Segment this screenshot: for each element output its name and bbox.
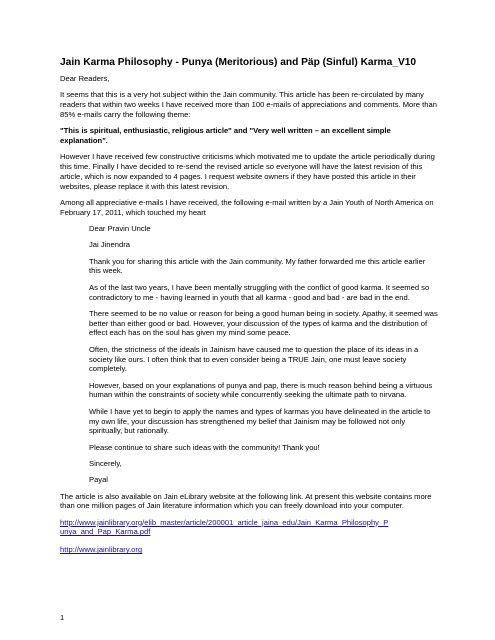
- site-link[interactable]: http://www.jainlibrary.org: [60, 545, 143, 555]
- letter-paragraph-3: There seemed to be no value or reason for being a good human being in society. Apathy, it seemed was better than either good or bad. However, your discussion of the types of karma and the distribution of effect each has on the soul has given my mind some peace.: [89, 308, 438, 338]
- intro-paragraph: It seems that this is a very hot subject within the Jain community. This article has been re-circulated by many readers that within two weeks I have received more than 100 e-mails of appreciations and comments. More than 85% e-mails carry the following theme:: [60, 90, 437, 119]
- article-link-line-2[interactable]: unya_and_Pap_Karma.pdf: [60, 527, 151, 537]
- letter-closing: Sincerely,: [89, 458, 122, 468]
- letter-paragraph-5: However, based on your explanations of punya and pap, there is much reason behind being a virtuous human within the constraints of society while concurrently seeking the ultimate path to nirvana.: [89, 380, 433, 400]
- article-link[interactable]: [60, 518, 440, 538]
- letter-paragraph-6: While I have yet to begin to apply the names and types of karmas you have delineated in the article to my own life, your discussion has strengthened my belief that Jainism may be followed not only spiritually, but rationally.: [89, 406, 431, 436]
- document-title: Jain Karma Philosophy - Punya (Meritorious) and Päp (Sinful) Karma_V10: [60, 57, 417, 68]
- letter-paragraph-7: Please continue to share such ideas with the community! Thank you!: [89, 442, 320, 452]
- letter-signature: Payal: [89, 475, 108, 485]
- letter-jai-jinendra: Jai Jinendra: [89, 240, 130, 250]
- letter-intro-paragraph: Among all appreciative e-mails I have received, the following e-mail written by a Jain Youth of North America on February 17, 2011, which touched my heart: [60, 197, 434, 217]
- page-number: 1: [60, 613, 65, 622]
- salutation: Dear Readers,: [60, 74, 110, 83]
- theme-quote: "This is spiritual, enthusiastic, religious article" and "Very well written – an excellent simple explanation".: [60, 126, 391, 145]
- letter-paragraph-2: As of the last two years, I have been mentally struggling with the conflict of good karma. It seemed so contradictory to me - having learned in youth that all karma - good and bad - are bad in the end.: [89, 282, 430, 302]
- article-link-line-1[interactable]: http://www.jainlibrary.org/elib_master/article/200001_article_jaina_edu/Jain_Karma_Philosophy_P: [60, 517, 389, 527]
- letter-paragraph-4: Often, the strictness of the ideals in Jainism have caused me to question the place of its ideas in a society like ours. I often think that to even consider being a TRUE Jain, one must leave society completely.: [89, 344, 419, 374]
- letter-greeting: Dear Pravin Uncle: [89, 224, 151, 234]
- elibrary-paragraph: The article is also available on Jain eLibrary website at the following link. At present this website contains more than one million pages of Jain literature information which you can freely download into your computer.: [60, 491, 432, 511]
- document-body: [60, 57, 440, 561]
- letter-paragraph-1: Thank you for sharing this article with the Jain community. My father forwarded me this article earlier this week.: [89, 256, 426, 276]
- revision-paragraph: However I have received few constructive criticisms which motivated me to update the article periodically during this time. Finally I have decided to re-send the revised article so everyone will have the latest revision of this article, which is now expanded to 4 pages. I request website owners if they have posted this article in their websites, please replace it with this latest revision.: [60, 152, 435, 191]
- quoted-letter: [89, 224, 439, 485]
- site-link-paragraph[interactable]: [60, 545, 440, 555]
